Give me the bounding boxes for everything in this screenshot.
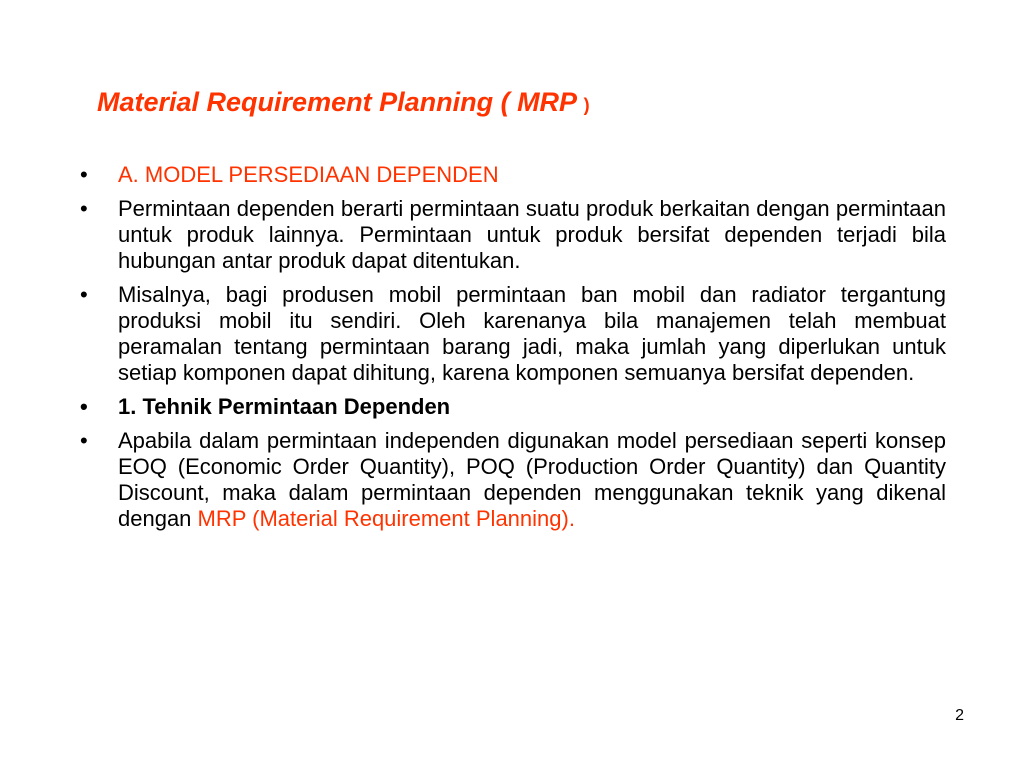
bullet-text: Misalnya, bagi produsen mobil permintaan ban mobil dan radiator tergantung produksi mobil itu sendiri. Oleh karenanya bila manajemen telah membuat peramalan tentang permintaan barang jadi, maka jumlah yang diperlukan untuk setiap komponen dapat dihitung, karena komponen semuanya bersifat dependen. (118, 282, 946, 385)
bullet-text: Apabila dalam permintaan independen digunakan model persediaan seperti konsep EOQ (Economic Order Quantity), POQ (Production Order Quantity) dan Quantity Discount, maka dalam permintaan dependen menggunakan teknik yang dikenal dengan (118, 428, 946, 531)
bullet-item (80, 428, 946, 532)
slide-title-closing-paren: ) (583, 95, 590, 115)
bullet-highlight: MRP (Material Requirement Planning). (197, 506, 575, 531)
slide-title (97, 80, 590, 127)
page-number: 2 (955, 707, 964, 724)
bullet-item (80, 282, 946, 386)
bullet-section-heading (80, 162, 946, 188)
bullet-item (80, 196, 946, 274)
bullet-text: A. MODEL PERSEDIAAN DEPENDEN (118, 162, 499, 187)
bullet-subheading (80, 394, 946, 420)
slide-title-text: Material Requirement Planning ( MRP (97, 87, 577, 117)
bullet-list (80, 162, 946, 540)
bullet-text: Permintaan dependen berarti permintaan suatu produk berkaitan dengan permintaan untuk produk lainnya. Permintaan untuk produk bersifat dependen terjadi bila hubungan antar produk dapat ditentukan. (118, 196, 946, 273)
bullet-text: 1. Tehnik Permintaan Dependen (118, 394, 451, 419)
